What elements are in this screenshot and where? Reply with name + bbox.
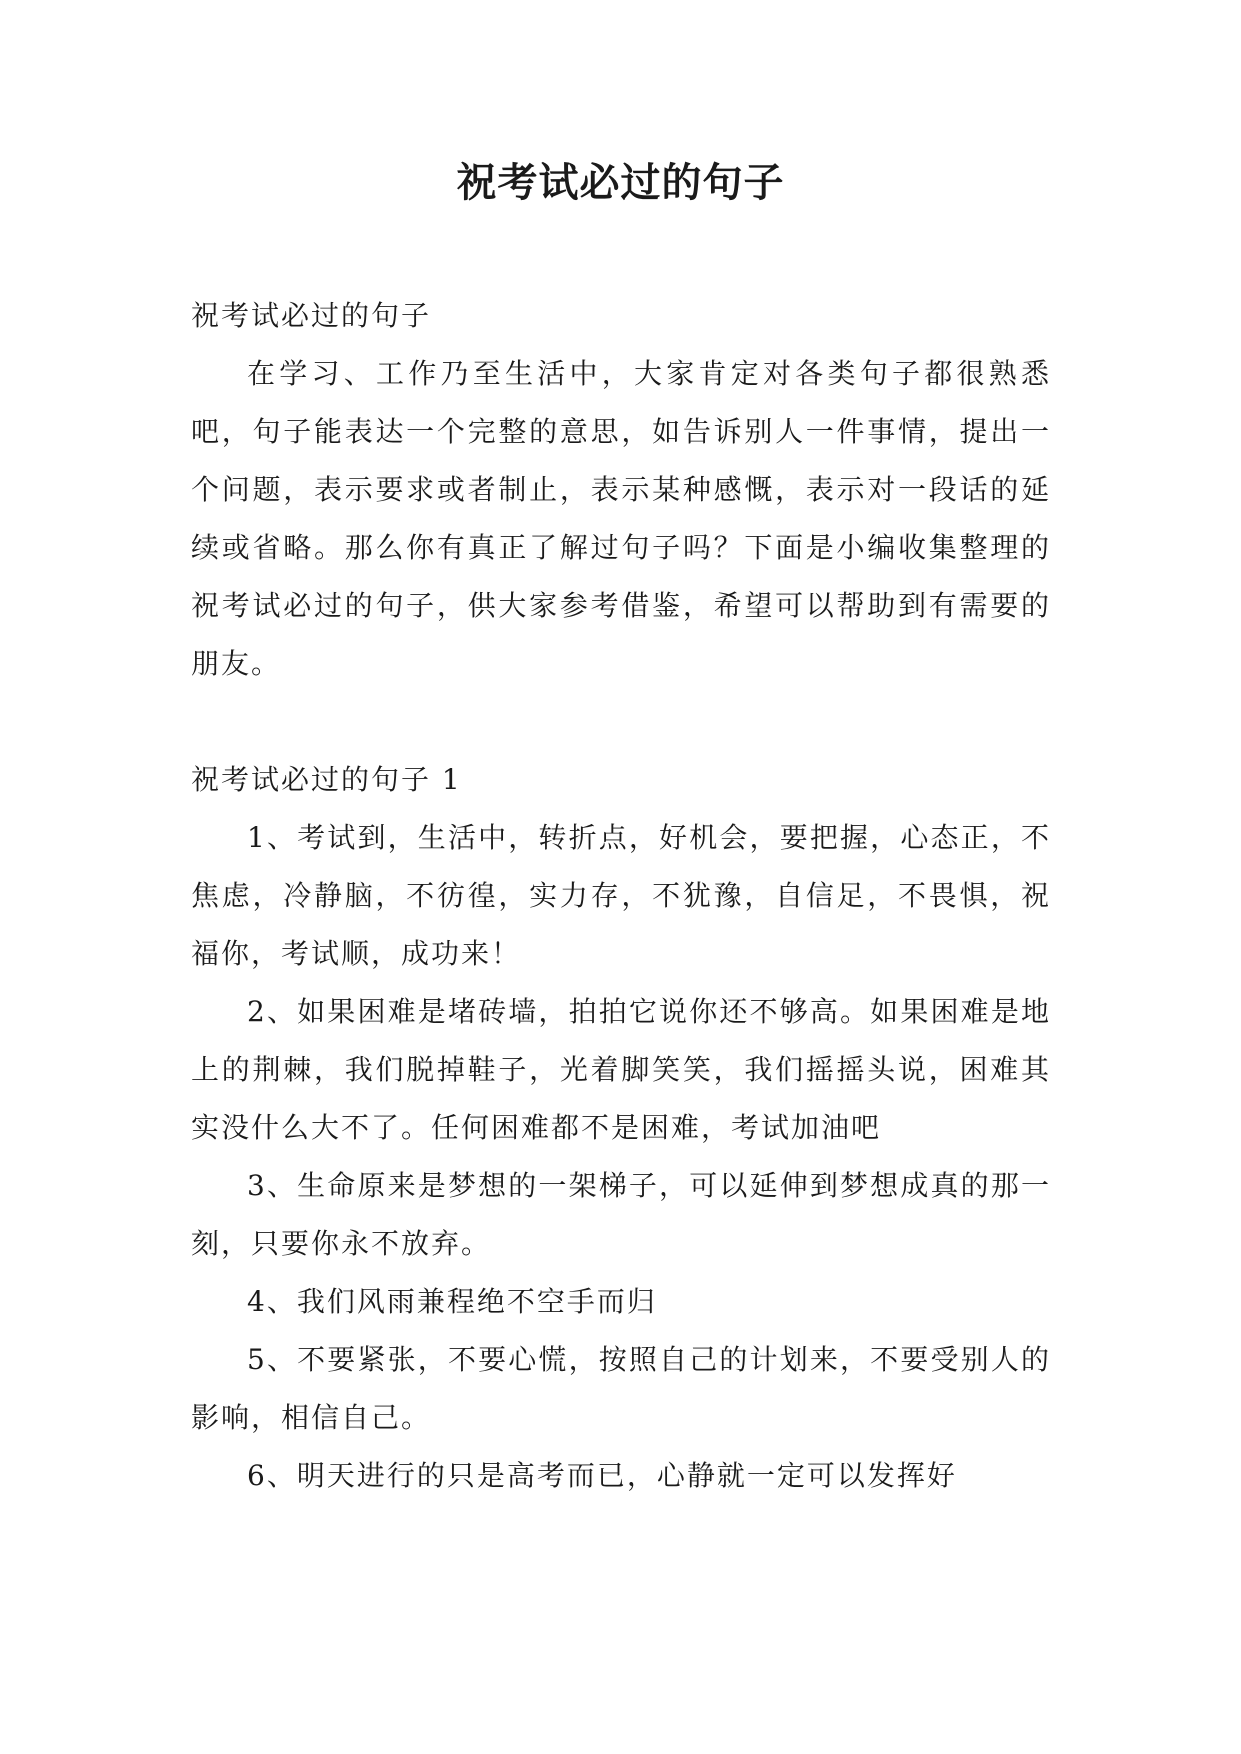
document-title: 祝考试必过的句子: [456, 159, 785, 206]
paragraph-spacer: [191, 693, 1051, 751]
section-subtitle: 祝考试必过的句子: [191, 299, 432, 332]
list-item: 6、明天进行的只是高考而已，心静就一定可以发挥好: [247, 1459, 957, 1492]
list-item: 3、生命原来是梦想的一架梯子，可以延伸到梦想成真的那一刻，只要你永不放弃。: [191, 1169, 1051, 1260]
document-body: [191, 287, 1051, 1505]
list-item: 2、如果困难是堵砖墙，拍拍它说你还不够高。如果困难是地上的荆棘，我们脱掉鞋子，光着脚笑笑，我们摇摇头说，困难其实没什么大不了。任何困难都不是困难，考试加油吧: [191, 995, 1051, 1144]
intro-paragraph: 在学习、工作乃至生活中，大家肯定对各类句子都很熟悉吧，句子能表达一个完整的意思，如告诉别人一件事情，提出一个问题，表示要求或者制止，表示某种感慨，表示对一段话的延续或省略。那么你有真正了解过句子吗？下面是小编收集整理的祝考试必过的句子，供大家参考借鉴，希望可以帮助到有需要的朋友。: [191, 357, 1051, 680]
list-item: 5、不要紧张，不要心慌，按照自己的计划来，不要受别人的影响，相信自己。: [191, 1343, 1051, 1434]
section-heading: 祝考试必过的句子 1: [191, 763, 462, 796]
list-item: 1、考试到，生活中，转折点，好机会，要把握，心态正，不焦虑，冷静脑，不彷徨，实力存，不犹豫，自信足，不畏惧，祝福你，考试顺，成功来！: [191, 821, 1051, 970]
list-item: 4、我们风雨兼程绝不空手而归: [247, 1285, 657, 1318]
